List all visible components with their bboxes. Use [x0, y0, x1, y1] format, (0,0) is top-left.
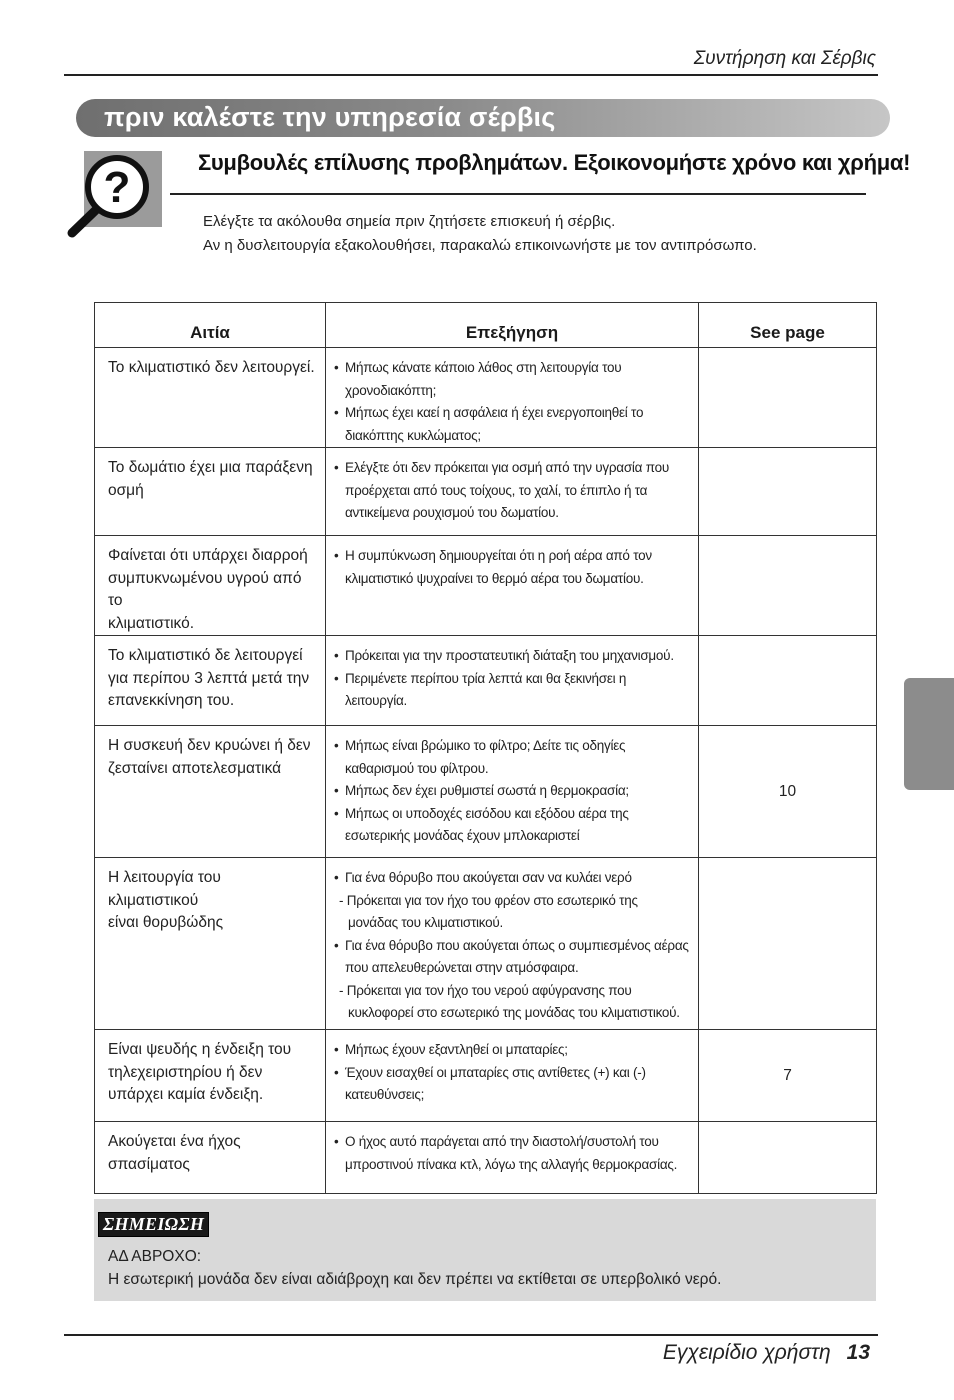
- question-mark: ?: [103, 163, 131, 212]
- table-body: [95, 348, 877, 1194]
- explanation-bullet: • Για ένα θόρυβο που ακούγεται όπως ο συμπιεσμένος αέρας που απελευθερώνεται στην ατμόσφαιρα.: [334, 935, 690, 980]
- see-page-cell: [699, 1122, 877, 1194]
- cause-cell: [95, 536, 326, 636]
- cause-line: οσμή: [108, 481, 144, 499]
- title-bar: [76, 99, 890, 137]
- cause-line: συμπυκνωμένου υγρού από το: [108, 569, 302, 609]
- explanation-bullet: • Για ένα θόρυβο που ακούγεται σαν να κυλάει νερό: [334, 867, 690, 890]
- see-page-cell: 10: [699, 726, 877, 858]
- cause-line: τηλεχειριστηρίου ή δεν: [108, 1063, 263, 1081]
- column-header-explanation: Επεξήγηση: [326, 303, 699, 348]
- page-title: πριν καλέστε την υπηρεσία σέρβις: [104, 102, 556, 132]
- see-page-cell: [699, 536, 877, 636]
- intro-line-2: Αν η δυσλειτουργία εξακολουθήσει, παρακαλώ επικοινωνήστε με τον αντιπρόσωπο.: [203, 237, 757, 254]
- table-row: [95, 1122, 877, 1194]
- explanation-cell: [326, 348, 699, 448]
- table-row: [95, 726, 877, 858]
- table-row: [95, 348, 877, 448]
- troubleshooting-table: [94, 302, 877, 1194]
- explanation-bullet: • Μήπως δεν έχει ρυθμιστεί σωστά η θερμοκρασία;: [334, 780, 690, 803]
- note-box: [94, 1199, 876, 1301]
- cause-line: Η συσκευή δεν κρυώνει ή δεν: [108, 737, 311, 754]
- explanation-cell: [326, 1122, 699, 1194]
- cause-line: ζεσταίνει αποτελεσματικά: [108, 759, 282, 777]
- table-row: [95, 1030, 877, 1122]
- cause-cell: [95, 1030, 326, 1122]
- cause-line: σπασίματος: [108, 1155, 190, 1173]
- table-row: [95, 448, 877, 536]
- table-row: [95, 536, 877, 636]
- top-rule: [64, 74, 878, 76]
- subtitle-rule: [170, 193, 866, 195]
- cause-line: Το κλιματιστικό δεν λειτουργεί.: [108, 359, 315, 376]
- explanation-cell: [326, 858, 699, 1030]
- explanation-bullet: • Μήπως είναι βρώμικο το φίλτρο; Δείτε τις οδηγίες καθαρισμού του φίλτρου.: [334, 735, 690, 780]
- see-page-cell: [699, 448, 877, 536]
- cause-line: Η λειτουργία του κλιματιστικού: [108, 869, 221, 909]
- cause-cell: [95, 1122, 326, 1194]
- explanation-cell: [326, 726, 699, 858]
- explanation-bullet: • Μήπως έχουν εξαντληθεί οι μπαταρίες;: [334, 1039, 690, 1062]
- explanation-cell: [326, 536, 699, 636]
- page-number: 13: [846, 1341, 870, 1364]
- cause-line: Είναι ψευδής η ένδειξη του: [108, 1041, 292, 1058]
- section-header: Συντήρηση και Σέρβις: [693, 48, 876, 69]
- cause-line: Το δωμάτιο έχει μια παράξενη: [108, 459, 313, 476]
- cause-cell: [95, 636, 326, 726]
- intro-line-1: Ελέγξτε τα ακόλουθα σημεία πριν ζητήσετε επισκευή ή σέρβις.: [203, 213, 616, 230]
- explanation-bullet: • Περιμένετε περίπου τρία λεπτά και θα ξεκινήσει η λειτουργία.: [334, 668, 690, 713]
- explanation-bullet: • Μήπως έχει καεί η ασφάλεια ή έχει ενεργοποιηθεί το διακόπτης κυκλώματος;: [334, 402, 690, 447]
- note-label: ΣΗΜΕΙΩΣΗ: [98, 1212, 209, 1237]
- see-page-cell: 7: [699, 1030, 877, 1122]
- cause-line: Το κλιματιστικό δε λειτουργεί: [108, 647, 303, 664]
- explanation-cell: [326, 636, 699, 726]
- table-row: [95, 858, 877, 1030]
- bottom-rule: [64, 1334, 878, 1336]
- column-header-cause: Αιτία: [95, 303, 326, 348]
- see-page-cell: [699, 636, 877, 726]
- note-heading: ΑΔ ΑΒΡΟΧΟ:: [108, 1248, 202, 1265]
- subtitle: Συμβουλές επίλυσης προβλημάτων. Εξοικονομήστε χρόνο και χρήμα!: [198, 150, 911, 175]
- footer-title: Εγχειρίδιο χρήστη: [662, 1341, 831, 1364]
- see-page-cell: [699, 858, 877, 1030]
- table-row: [95, 636, 877, 726]
- cause-cell: [95, 448, 326, 536]
- explanation-bullet: • Ο ήχος αυτό παράγεται από την διαστολή/συστολή του μπροστινού πίνακα κτλ, λόγω της αλλαγής θερμοκρασίας.: [334, 1131, 690, 1176]
- cause-line: είναι θορυβώδης: [108, 914, 224, 931]
- cause-line: για περίπου 3 λεπτά μετά την: [108, 669, 310, 687]
- explanation-bullet: • Μήπως οι υποδοχές εισόδου και εξόδου αέρα της εσωτερικής μονάδας έχουν μπλοκαριστεί: [334, 803, 690, 848]
- explanation-subitem: - Πρόκειται για τον ήχο του φρέον στο εσωτερικό της μονάδας του κλιματιστικού.: [339, 892, 638, 930]
- explanation-bullet: • Η συμπύκνωση δημιουργείται ότι η ροή αέρα από τον κλιματιστικό ψυχραίνει το θερμό αέρα του δωματίου.: [334, 545, 690, 590]
- cause-cell: [95, 858, 326, 1030]
- cause-line: Φαίνεται ότι υπάρχει διαρροή: [108, 547, 308, 564]
- cause-cell: [95, 726, 326, 858]
- explanation-subitem: - Πρόκειται για τον ήχο του νερού αφύγρανσης που κυκλοφορεί στο εσωτερικό της μονάδας του κλιματιστικού.: [339, 982, 680, 1020]
- cause-cell: [95, 348, 326, 448]
- cause-line: επανεκκίνηση του.: [108, 692, 235, 709]
- table-header-row: [95, 303, 877, 348]
- explanation-cell: [326, 1030, 699, 1122]
- language-tab-label: ΕΛΛΗΝΙΚΑ: [927, 792, 944, 876]
- column-header-page: See page: [699, 303, 877, 348]
- explanation-bullet: • Ελέγξτε ότι δεν πρόκειται για οσμή από την υγρασία που προέρχεται από τους τοίχους, το χαλί, το έπιπλο ή τα αντικείμενα ρουχισμού του δωματίου.: [334, 457, 690, 525]
- see-page-cell: [699, 348, 877, 448]
- note-text: Η εσωτερική μονάδα δεν είναι αδιάβροχη και δεν πρέπει να εκτίθεται σε υπερβολικό νερό.: [108, 1271, 722, 1288]
- explanation-bullet: • Έχουν εισαχθεί οι μπαταρίες στις αντίθετες (+) και (-) κατευθύνσεις;: [334, 1062, 690, 1107]
- cause-line: κλιματιστικό.: [108, 614, 195, 632]
- explanation-bullet: • Πρόκειται για την προστατευτική διάταξη του μηχανισμού.: [334, 645, 690, 668]
- footer: [663, 1341, 870, 1365]
- magnifier-question-icon: [66, 150, 166, 242]
- cause-line: υπάρχει καμία ένδειξη.: [108, 1086, 264, 1103]
- explanation-bullet: • Μήπως κάνατε κάποιο λάθος στη λειτουργία του χρονοδιακόπτη;: [334, 357, 690, 402]
- explanation-cell: [326, 448, 699, 536]
- language-tab: [904, 678, 954, 876]
- cause-line: Ακούγεται ένα ήχος: [108, 1133, 241, 1150]
